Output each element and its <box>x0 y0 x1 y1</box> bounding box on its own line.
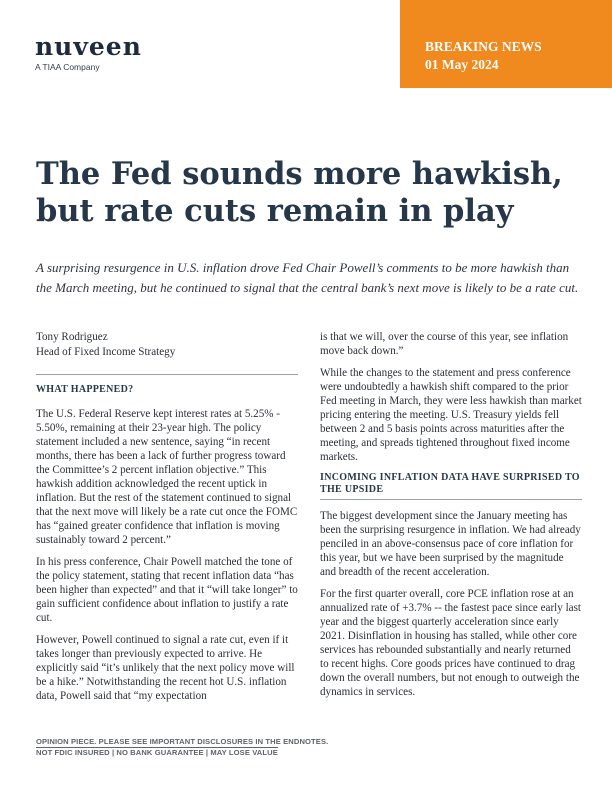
brand-tagline: A TIAA Company <box>35 62 100 72</box>
paragraph: In his press conference, Chair Powell matched the tone of the policy statement, stating that recent inflation data “has been higher than expected” and that it “will take longer” to gain sufficient confidence about inflation to justify a rate cut. <box>36 556 298 624</box>
footer-opinion-note: OPINION PIECE. PLEASE SEE IMPORTANT DISCLOSURES IN THE ENDNOTES. <box>36 737 329 746</box>
paragraph: The U.S. Federal Reserve kept interest rates at 5.25% - 5.50%, remaining at their 23-year high. The policy statement included a new sentence, saying “in recent months, there has been a lack of further progress toward the Committee’s 2 percent inflation objective.” This hawkish addition acknowledged the recent uptick in inflation. But the rest of the statement continued to signal that the next move will likely be a rate cut once the FOMC has “gained greater confidence that inflation is moving sustainably toward 2 percent.” <box>36 408 298 546</box>
author-title: Head of Fixed Income Strategy <box>36 346 176 358</box>
left-column <box>36 330 298 711</box>
page-title <box>36 156 596 230</box>
headline-line-2: but rate cuts remain in play <box>36 193 514 229</box>
paragraph: While the changes to the statement and press conference were undoubtedly a hawkish shift compared to the prior Fed meeting in March, they were less hawkish than market pricing entering the meeting. U.S. Treasury yields fell between 2 and 5 basis points across maturities after the meeting, and spreads tightened throughout fixed income markets. <box>320 367 582 463</box>
breaking-news-banner <box>400 0 612 88</box>
lede-summary: A surprising resurgence in U.S. inflation drove Fed Chair Powell’s comments to be more hawkish than the March meeting, but he continued to signal that the central bank’s next move is likely to be a rate cut. <box>36 260 579 295</box>
disclosure-footer <box>36 737 328 758</box>
paragraph: The biggest development since the January meeting has been the surprising resurgence in inflation. We had already penciled in an above-consensus pace of core inflation for this year, but we have been surprised by the magnitude and breadth of the recent acceleration. <box>320 510 581 578</box>
author-name: Tony Rodriguez <box>36 331 108 343</box>
paragraph: For the first quarter overall, core PCE inflation rose at an annualized rate of +3.7% -- the fastest pace since early last year and the biggest quarterly acceleration since early 2021. Disinflation in housing has stalled, while other core services has rebounded substantially and nearly returned to recent highs. Core goods prices have continued to drag down the overall numbers, but not enough to outweigh the dynamics in services. <box>320 588 581 698</box>
footer-fdic-notice: NOT FDIC INSURED | NO BANK GUARANTEE | MAY LOSE VALUE <box>36 748 278 757</box>
banner-label: BREAKING NEWS <box>425 39 542 54</box>
section-heading-wrapper <box>320 472 582 500</box>
section-heading-what-happened: WHAT HAPPENED? <box>36 384 134 395</box>
section-heading-inflation-data: INCOMING INFLATION DATA HAVE SURPRISED TO THE UPSIDE <box>320 472 580 495</box>
author-block <box>36 330 298 360</box>
right-column <box>320 330 582 707</box>
nuveen-logo <box>35 34 142 72</box>
banner-date: 01 May 2024 <box>425 57 499 72</box>
paragraph: However, Powell continued to signal a rate cut, even if it takes longer than previously expected to arrive. He explicitly said “it’s unlikely that the next policy move will be a hike.” Notwithstanding the recent hot U.S. inflation data, Powell said that “my expectation <box>36 634 295 702</box>
headline-line-1: The Fed sounds more hawkish, <box>36 156 563 192</box>
section-divider <box>36 374 298 375</box>
brand-name: nuveen <box>35 32 142 61</box>
paragraph: is that we will, over the course of this year, see inflation move back down.” <box>320 331 569 357</box>
